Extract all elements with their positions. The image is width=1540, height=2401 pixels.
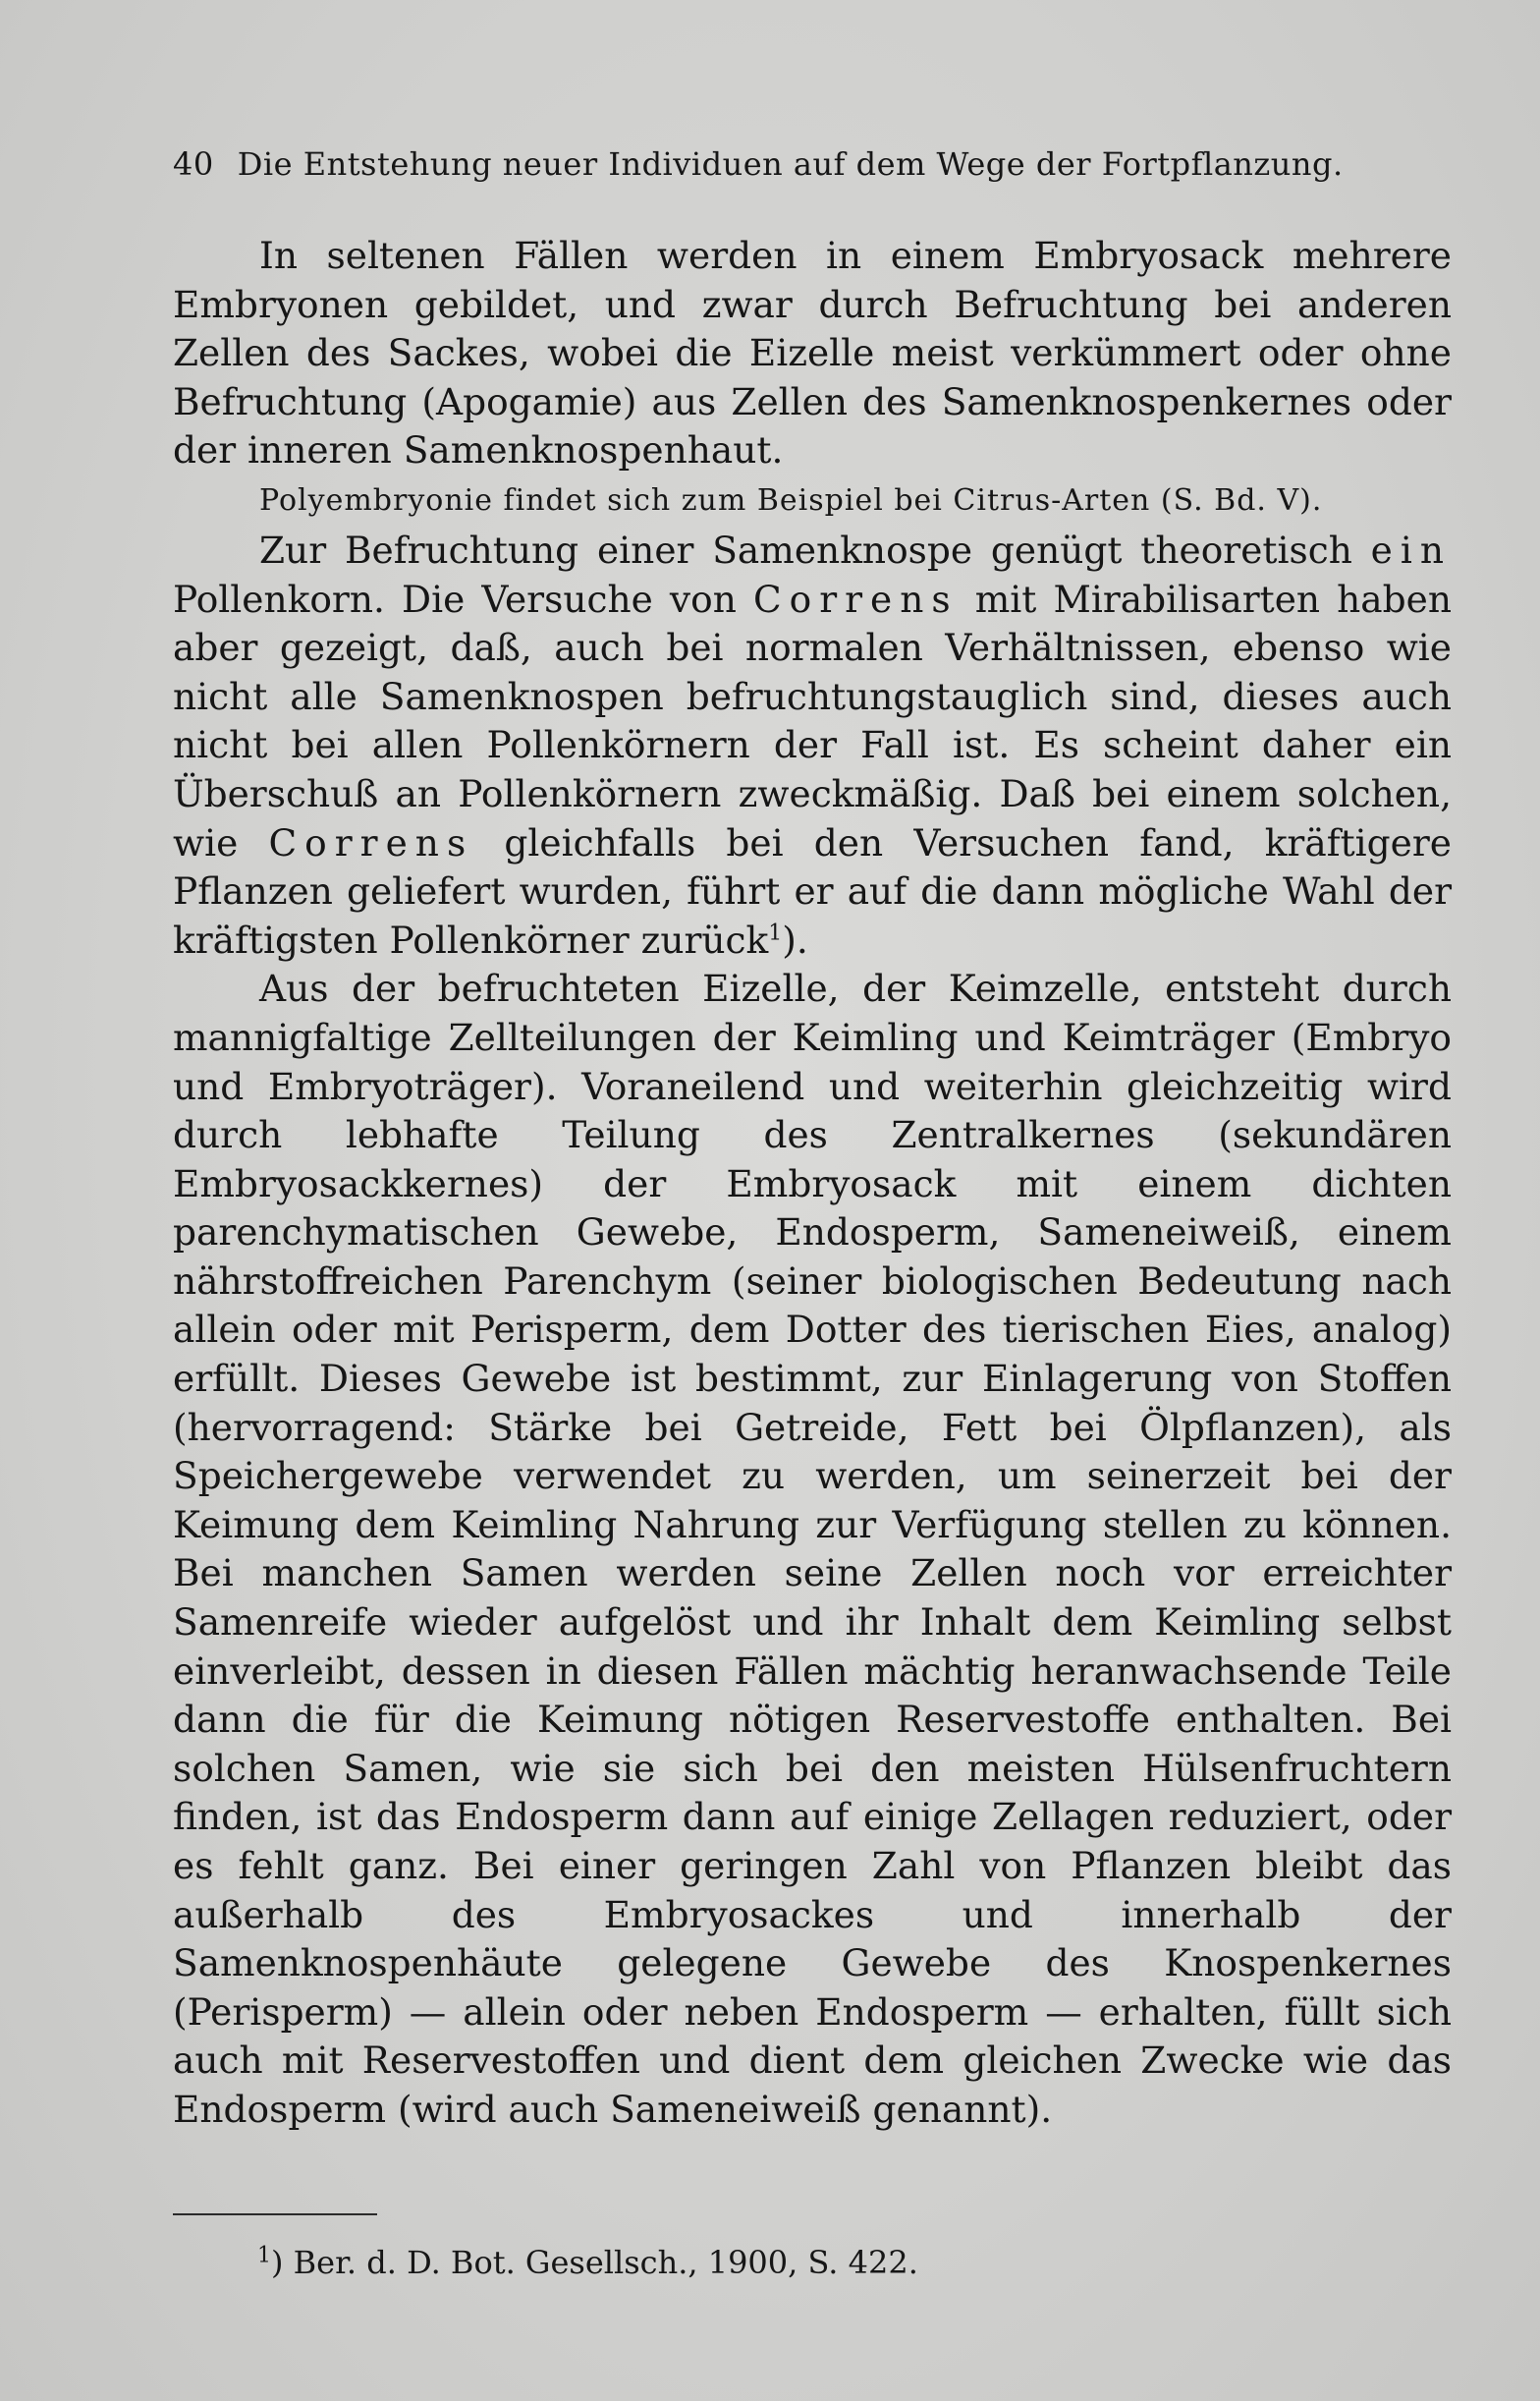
text-segment: Zur Befruchtung einer Samenknospe genügt theoretisch bbox=[259, 528, 1371, 572]
author-name-correns: Correns bbox=[268, 820, 474, 865]
text-segment: gleichfalls bei den Versuchen fand, kräftigere Pflanzen geliefert wurden, führt er auf die dann mögliche Wahl der kräftigsten Pollenkörner zurück bbox=[173, 820, 1452, 962]
footnote-reference: 1 bbox=[768, 921, 783, 946]
footnote-text: ) Ber. d. D. Bot. Gesellsch., 1900, S. 422. bbox=[271, 2244, 918, 2281]
paragraph-polyembryony-note: Polyembryonie findet sich zum Beispiel bei Citrus-Arten (S. Bd. V). bbox=[259, 482, 1323, 518]
footnote bbox=[257, 2244, 918, 2281]
author-name-correns: Correns bbox=[752, 577, 959, 621]
page-number: 40 bbox=[173, 145, 214, 183]
footnote-divider bbox=[173, 2213, 377, 2215]
text-segment: ). bbox=[782, 918, 808, 962]
text-segment: Pollenkorn. Die Versuche von bbox=[173, 577, 753, 621]
paragraph-embryos: In seltenen Fällen werden in einem Embryosack mehrere Embryonen gebildet, und zwar durch Befruchtung bei anderen Zellen des Sackes, wobei die Eizelle meist verkümmert oder ohne Befruchtung (Apogamie) aus Zellen des Samenknospenkernes oder der inneren Samenknospenhaut. bbox=[173, 234, 1452, 473]
text-segment: mit Mirabilisarten haben aber gezeigt, daß, auch bei normalen Verhältnissen, ebenso wie nicht alle Samenknospen befruchtungstauglich sind, dieses auch nicht bei allen Pollenkörnern der Fall ist. Es scheint daher ein Überschuß an Pollenkörnern zweckmäßig. Daß bei einem solchen, wie bbox=[173, 577, 1452, 865]
main-text bbox=[173, 232, 1452, 2135]
running-header bbox=[173, 145, 1450, 183]
emphasis-ein: ein bbox=[1370, 528, 1452, 572]
paragraph-endosperm: Aus der befruchteten Eizelle, der Keimzelle, entsteht durch mannigfaltige Zellteilungen der Keimling und Keimträger (Embryo und Embryoträger). Voraneilend und weiterhin gleichzeitig wird durch lebhafte Teilung des Zentralkernes (sekundären Embryosackkernes) der Embryosack mit einem dichten parenchymatischen Gewebe, Endosperm, Sameneiweiß, einem nährstoffreichen Parenchym (seiner biologischen Bedeutung nach allein oder mit Perisperm, dem Dotter des tierischen Eies, analog) erfüllt. Dieses Gewebe ist bestimmt, zur Einlagerung von Stoffen (hervorragend: Stärke bei Getreide, Fett bei Ölpflanzen), als Speichergewebe verwendet zu werden, um seinerzeit bei der Keimung dem Keimling Nahrung zur Verfügung stellen zu können. Bei manchen Samen werden seine Zellen noch vor erreichter Samenreife wieder aufgelöst und ihr Inhalt dem Keimling selbst einverleibt, dessen in diesen Fällen mächtig heranwachsende Teile dann die für die Keimung nötigen Reservestoffe enthalten. Bei solchen Samen, wie sie sich bei den meisten Hülsenfruchtern finden, ist das Endosperm dann auf einige Zellagen reduziert, oder es fehlt ganz. Bei einer geringen Zahl von Pflanzen bleibt das außerhalb des Embryosackes und innerhalb der Samenknospenhäute gelegene Gewebe des Knospenkernes (Perisperm) — allein oder neben Endosperm — erhalten, füllt sich auch mit Reservestoffen und dient dem gleichen Zwecke wie das Endosperm (wird auch Sameneiweiß genannt). bbox=[173, 967, 1452, 2131]
paragraph-pollination bbox=[173, 527, 1452, 965]
footnote-marker: 1 bbox=[257, 2243, 271, 2268]
running-title: Die Entstehung neuer Individuen auf dem Wege der Fortpflanzung. bbox=[237, 145, 1344, 183]
